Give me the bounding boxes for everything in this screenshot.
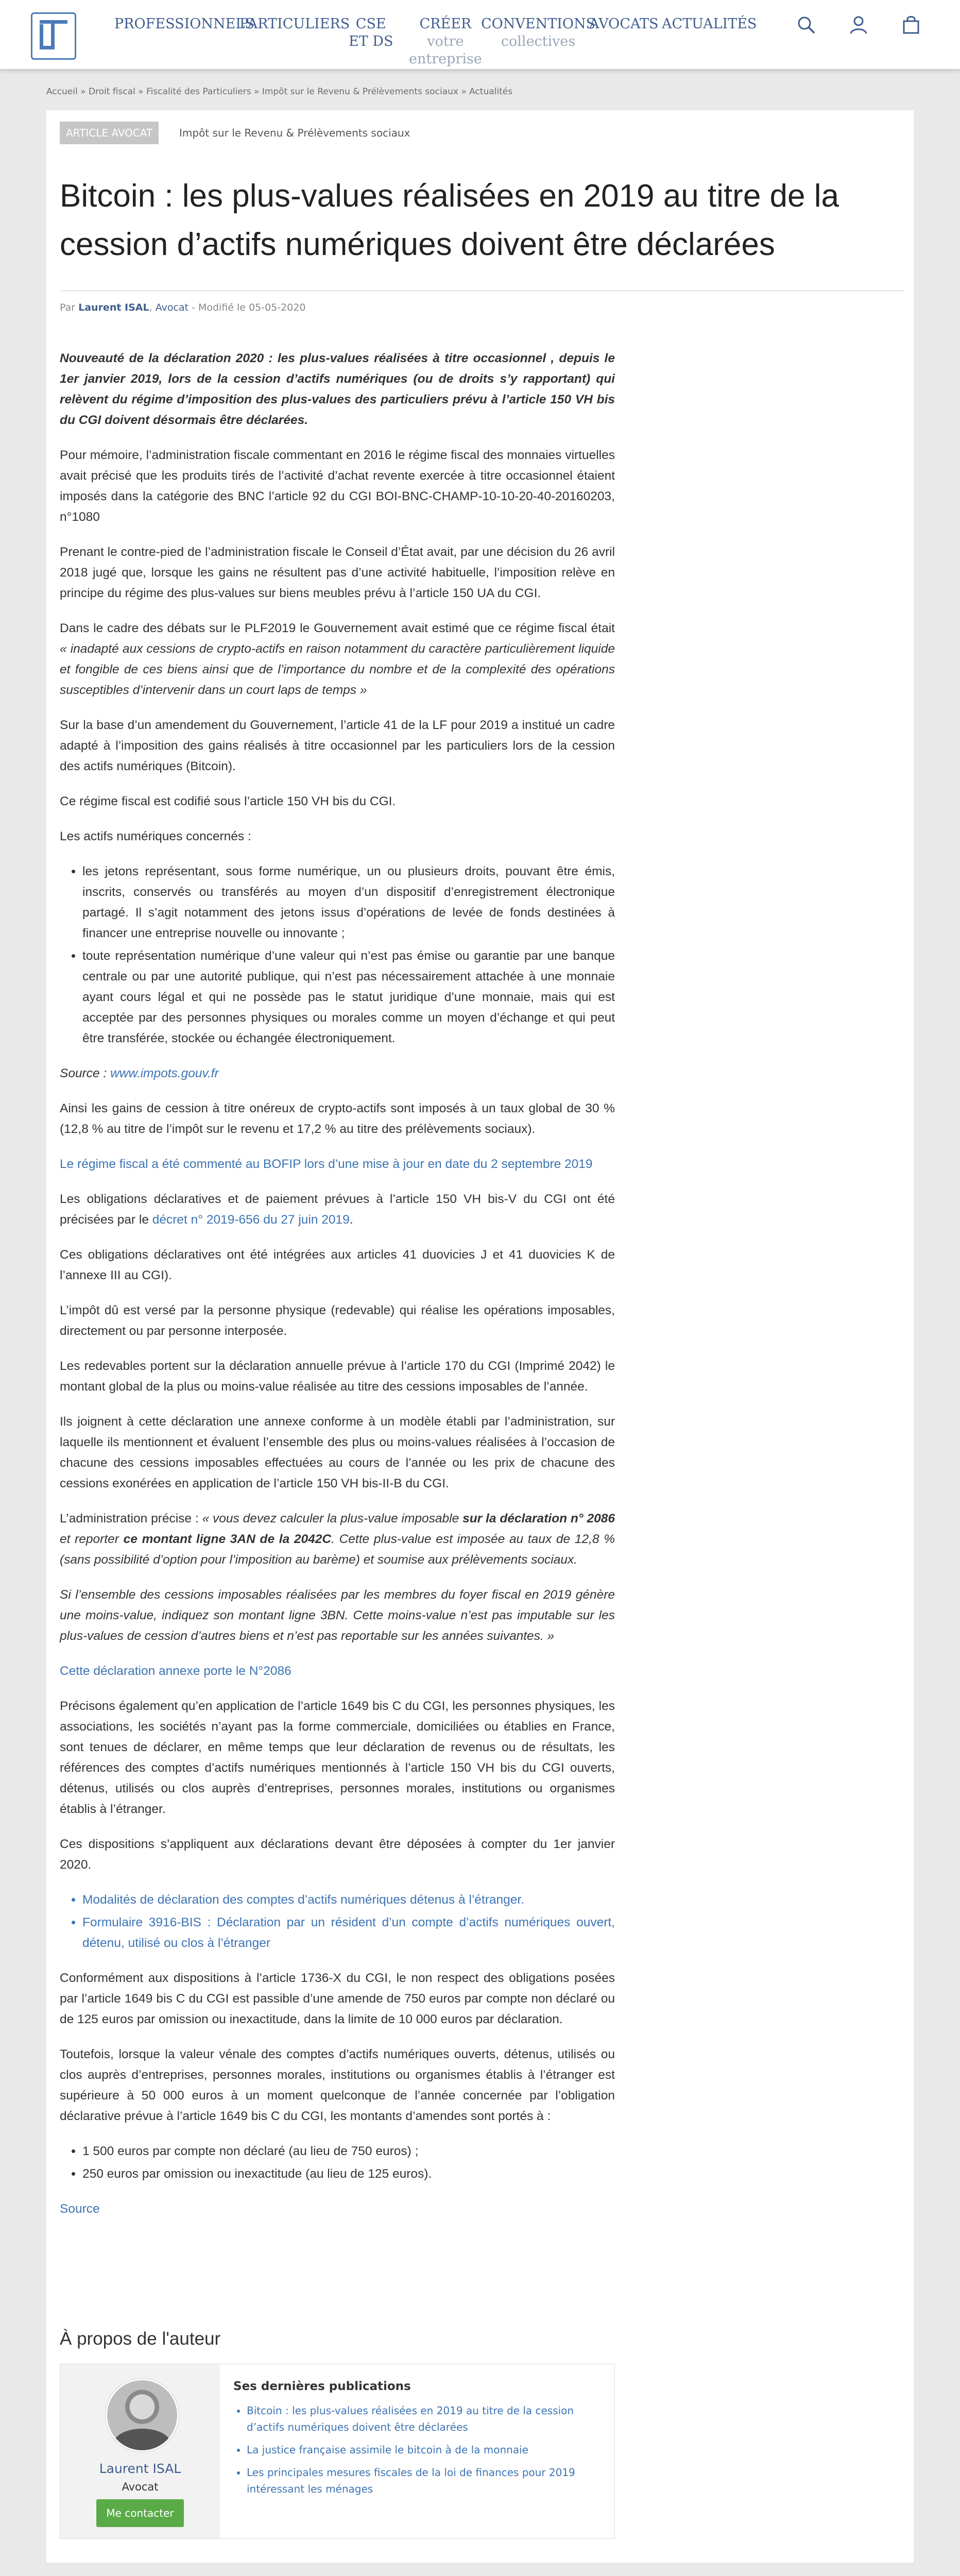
paragraph: Toutefois, lorsque la valeur vénale des comptes d’actifs numériques ouverts, détenus, utilisés ou clos auprès d’entreprises, personnes morales, institutions ou organismes établis à l’étranger est supérieure à 50 000 euros à un moment quelconque de l’année concernée par l’obligation déclarative prévue à l’article 1649 bis C du CGI, les montants d’amendes sont portés à : <box>60 2047 615 2123</box>
nav-avocats[interactable]: AVOCATS <box>589 16 659 32</box>
publications-title: Ses dernières publications <box>233 2380 411 2393</box>
quote-bold-text: sur la déclaration n° 2086 <box>462 1512 615 1526</box>
nav-particuliers[interactable]: PARTICULIERS <box>239 16 350 32</box>
bofip-link[interactable]: Le régime fiscal a été commenté au BOFIP lors d’une mise à jour en date du 2 septembre 2019 <box>60 1157 593 1171</box>
nav-conventions[interactable] <box>481 15 595 50</box>
byline-role: Avocat <box>155 302 188 313</box>
quote-text: « inadapté aux cessions de crypto-actifs en raison notamment du caractère particulièrement liquide et fongible de ces biens ainsi que de l’importance du nombre et de la complexité des opérations susceptibles d’intervenir dans un court laps de temps » <box>60 642 615 697</box>
list-item-link[interactable]: • Formulaire 3916-BIS : Déclaration par un résident d’un compte d’actifs numériques ouvert, détenu, utilisé ou clos à l’étranger <box>82 1912 615 1954</box>
article-type-badge: ARTICLE AVOCAT <box>60 122 159 144</box>
shopping-bag-icon[interactable] <box>901 14 921 35</box>
list-item-link[interactable]: • Modalités de déclaration des comptes d’actifs numériques détenus à l’étranger. <box>82 1890 615 1910</box>
quote-text: et reporter <box>60 1532 124 1546</box>
nav-cse-sub: ET DS <box>349 33 393 49</box>
assets-list <box>60 861 615 1049</box>
paragraph <box>60 1661 615 1682</box>
list-item: • toute représentation numérique d’une valeur qui n’est pas émise ou garantie par une banque centrale ou par une autorité publique, qui n’est pas nécessairement attachée à une monnaie ayant cours légal et qui ne possède pas le statut juridique d’une monnaie, mais qui est acceptée par des personnes physiques ou morales comme un moyen d’échange et qui peut être transférée, stockée ou échangée électroniquement. <box>82 946 615 1049</box>
paragraph: Ainsi les gains de cession à titre onéreux de crypto-actifs sont imposés à un taux global de 30 % (12,8 % au titre de l’impôt sur le revenu et 17,2 % au titre des prélèvements sociaux). <box>60 1101 615 1136</box>
paragraph: Les actifs numériques concernés : <box>60 829 251 843</box>
nav-conventions-label: CONVENTIONS <box>481 16 596 32</box>
paragraph-text: L’administration précise : <box>60 1512 202 1526</box>
source-link-impots[interactable] <box>110 1066 219 1080</box>
nav-creer[interactable] <box>409 15 482 68</box>
source-link-text: www.impots.gouv.fr <box>110 1066 219 1080</box>
nav-creer-label: CRÉER <box>419 16 472 32</box>
breadcrumb[interactable]: Accueil » Droit fiscal » Fiscalité des Particuliers » Impôt sur le Revenu & Prélèvements sociaux » Actualités <box>46 87 513 97</box>
paragraph: Ces obligations déclaratives ont été intégrées aux articles 41 duovicies J et 41 duovicies K de l’annexe III au CGI). <box>60 1248 615 1282</box>
paragraph: Précisons également qu’en application de l’article 1649 bis C du CGI, les personnes physiques, les associations, les sociétés n’ayant pas la forme commerciale, domiciliées ou établies en France, sont tenues de déclarer, en même temps que leur déclaration de revenus ou de résultats, les références des comptes d’actifs numériques mentionnés à l’article 150 VH bis du CGI ouverts, détenus, utilisés ou clos auprès d’entreprises, personnes morales, institutions ou organismes établis à l’étranger. <box>60 1699 615 1816</box>
author-box <box>60 2364 615 2539</box>
paragraph <box>60 618 615 701</box>
article-category[interactable]: Impôt sur le Revenu & Prélèvements sociaux <box>179 127 410 139</box>
paragraph: Les redevables portent sur la déclaration annuelle prévue à l’article 170 du CGI (Imprimé 2042) le montant global de la plus ou moins-value réalisée au titre des cessions imposables de l’année. <box>60 1359 615 1394</box>
paragraph-text: . <box>349 1213 353 1227</box>
quote-text: « vous devez calculer la plus-value imposable <box>202 1512 463 1526</box>
publication-link[interactable]: • La justice française assimile le bitcoin à de la monnaie <box>247 2442 607 2458</box>
quote-text: Si l’ensemble des cessions imposables réalisées par les membres du foyer fiscal en 2019 génère une moins-value, indiquez son montant ligne 3BN. Cette moins-value n’est pas imputable sur les plus-values de cession d’autres biens et n’est pas reportable sur les années suivantes. » <box>60 1588 615 1643</box>
source-line <box>60 1063 615 1084</box>
paragraph: Prenant le contre-pied de l’administration fiscale le Conseil d’État avait, par une décision du 26 avril 2018 jugé que, lorsque les gains ne résultent pas d’une activité habituelle, l’imposition relève en principe du régime des plus-values sur biens meubles prévu à l’article 150 UA du CGI. <box>60 545 615 600</box>
paragraph <box>60 1585 615 1647</box>
paragraph: L’impôt dû est versé par la personne physique (redevable) qui réalise les opérations imposables, directement ou par personne interposée. <box>60 1303 615 1338</box>
contact-button[interactable]: Me contacter <box>96 2499 184 2527</box>
about-author-title: À propos de l'auteur <box>60 2329 221 2349</box>
quote-text: . Cette plus-value est imposée au taux de 12,8 % (sans possibilité d’option pour l’imposition au barème) et soumise aux prélèvements sociaux. <box>60 1532 615 1567</box>
byline-prefix: Par <box>60 302 76 313</box>
paragraph-text: Dans le cadre des débats sur le PLF2019 le Gouvernement avait estimé que ce régime fiscal était <box>60 621 615 635</box>
list-item: • 1 500 euros par compte non déclaré (au lieu de 750 euros) ; <box>82 2141 615 2162</box>
paragraph: Pour mémoire, l’administration fiscale commentant en 2016 le régime fiscal des monnaies virtuelles avait précisé que les produits tirés de l’activité d’achat revente exercée à titre occasionnel étaient imposés dans la catégorie des BNC l’article 92 du CGI BOI-BNC-CHAMP-10-10-20-40-20160203, n°1080 <box>60 448 615 524</box>
paragraph: Ces dispositions s’appliquent aux déclarations devant être déposées à compter du 1er janvier 2020. <box>60 1837 615 1872</box>
article-intro: Nouveauté de la déclaration 2020 : les plus-values réalisées à titre occasionnel , depuis le 1er janvier 2019, lors de la cession d’actifs numériques (ou de droits s’y rapportant) qui relèvent du régime d’imposition des plus-values des particuliers prévu à l’article 150 VH bis du CGI doivent désormais être déclarées. <box>60 351 615 427</box>
article-byline: Par Laurent ISAL, Avocat - Modifié le 05-05-2020 <box>60 302 306 313</box>
nav-cse[interactable] <box>349 15 393 50</box>
source-label: Source : <box>60 1066 111 1080</box>
form-2086-link[interactable]: Cette déclaration annexe porte le N°2086 <box>60 1664 292 1678</box>
paragraph <box>60 1509 615 1570</box>
author-profile <box>60 2364 220 2538</box>
publications-list <box>233 2402 607 2503</box>
paragraph: Ils joignent à cette déclaration une annexe conforme à un modèle établi par l’administration, sur laquelle ils mentionnent et évaluent l’ensemble des plus ou moins-values réalisées à l’occasion de chacune des cessions imposables effectuées au cours de l’année ou les prix de chacune des cessions exonérées en application de l’article 150 VH bis-II-B du CGI. <box>60 1415 615 1490</box>
site-header <box>0 0 960 70</box>
search-icon[interactable] <box>796 14 816 35</box>
nav-creer-sub-2: entreprise <box>409 51 482 67</box>
paragraph <box>60 2199 615 2219</box>
list-item: • les jetons représentant, sous forme numérique, un ou plusieurs droits, pouvant être émis, inscrits, conservés ou transférés au moyen d’un dispositif d’enregistrement électronique partagé. Il s’agit notamment des jetons issus d’opérations de levée de fonds destinées à financer une entreprise nouvelle ou innovante ; <box>82 861 615 944</box>
source-link[interactable]: Source <box>60 2202 100 2216</box>
article-card <box>46 110 914 2563</box>
author-name-link[interactable]: Laurent ISAL <box>99 2461 181 2476</box>
paragraph <box>60 1189 615 1230</box>
nav-cse-label: CSE <box>355 16 386 32</box>
paragraph <box>60 1154 615 1175</box>
author-role: Avocat <box>122 2481 159 2493</box>
avatar[interactable] <box>106 2379 179 2452</box>
article-title: Bitcoin : les plus-values réalisées en 2019 au titre de la cession d’actifs numériques doivent être déclarées <box>60 178 839 262</box>
site-logo[interactable] <box>31 12 76 60</box>
paragraph: Conformément aux dispositions à l’article 1736-X du CGI, le non respect des obligations posées par l’article 1649 bis C du CGI est passible d’une amende de 750 euros par compte non déclaré ou de 125 euros par omission ou inexactitude, dans la limite de 10 000 euros par déclaration. <box>60 1971 615 2026</box>
list-item: • 250 euros par omission ou inexactitude (au lieu de 125 euros). <box>82 2164 615 2184</box>
quote-bold-text: ce montant ligne 3AN de la 2042C <box>123 1532 332 1546</box>
nav-actualites[interactable]: ACTUALITÉS <box>662 16 757 32</box>
paragraph: Ce régime fiscal est codifié sous l’article 150 VH bis du CGI. <box>60 794 396 808</box>
fines-list <box>60 2141 615 2184</box>
article-body <box>60 348 615 2234</box>
nav-conventions-sub: collectives <box>501 33 576 49</box>
publication-link[interactable]: • Bitcoin : les plus-values réalisées en 2019 au titre de la cession d’actifs numériques doivent être déclarées <box>247 2402 607 2435</box>
user-account-icon[interactable] <box>848 14 869 35</box>
links-list <box>60 1890 615 1954</box>
nav-professionnels[interactable]: PROFESSIONNELS <box>114 16 254 32</box>
paragraph-text: Les obligations déclaratives et de paiement prévues à l’article 150 VH bis-V du CGI ont été précisées par le <box>60 1192 615 1227</box>
nav-creer-sub-1: votre <box>427 33 464 49</box>
decree-link[interactable]: décret n° 2019-656 du 27 juin 2019 <box>152 1213 350 1227</box>
publication-link[interactable]: • Les principales mesures fiscales de la loi de finances pour 2019 intéressant les ménages <box>247 2464 607 2497</box>
paragraph: Sur la base d’un amendement du Gouvernement, l’article 41 de la LF pour 2019 a institué un cadre adapté à l’imposition des gains réalisés à titre occasionnel par les particuliers lors de la cession des actifs numériques (Bitcoin). <box>60 718 615 773</box>
byline-author-link[interactable]: Laurent ISAL <box>78 302 149 313</box>
byline-modified-date: - Modifié le 05-05-2020 <box>188 302 306 313</box>
